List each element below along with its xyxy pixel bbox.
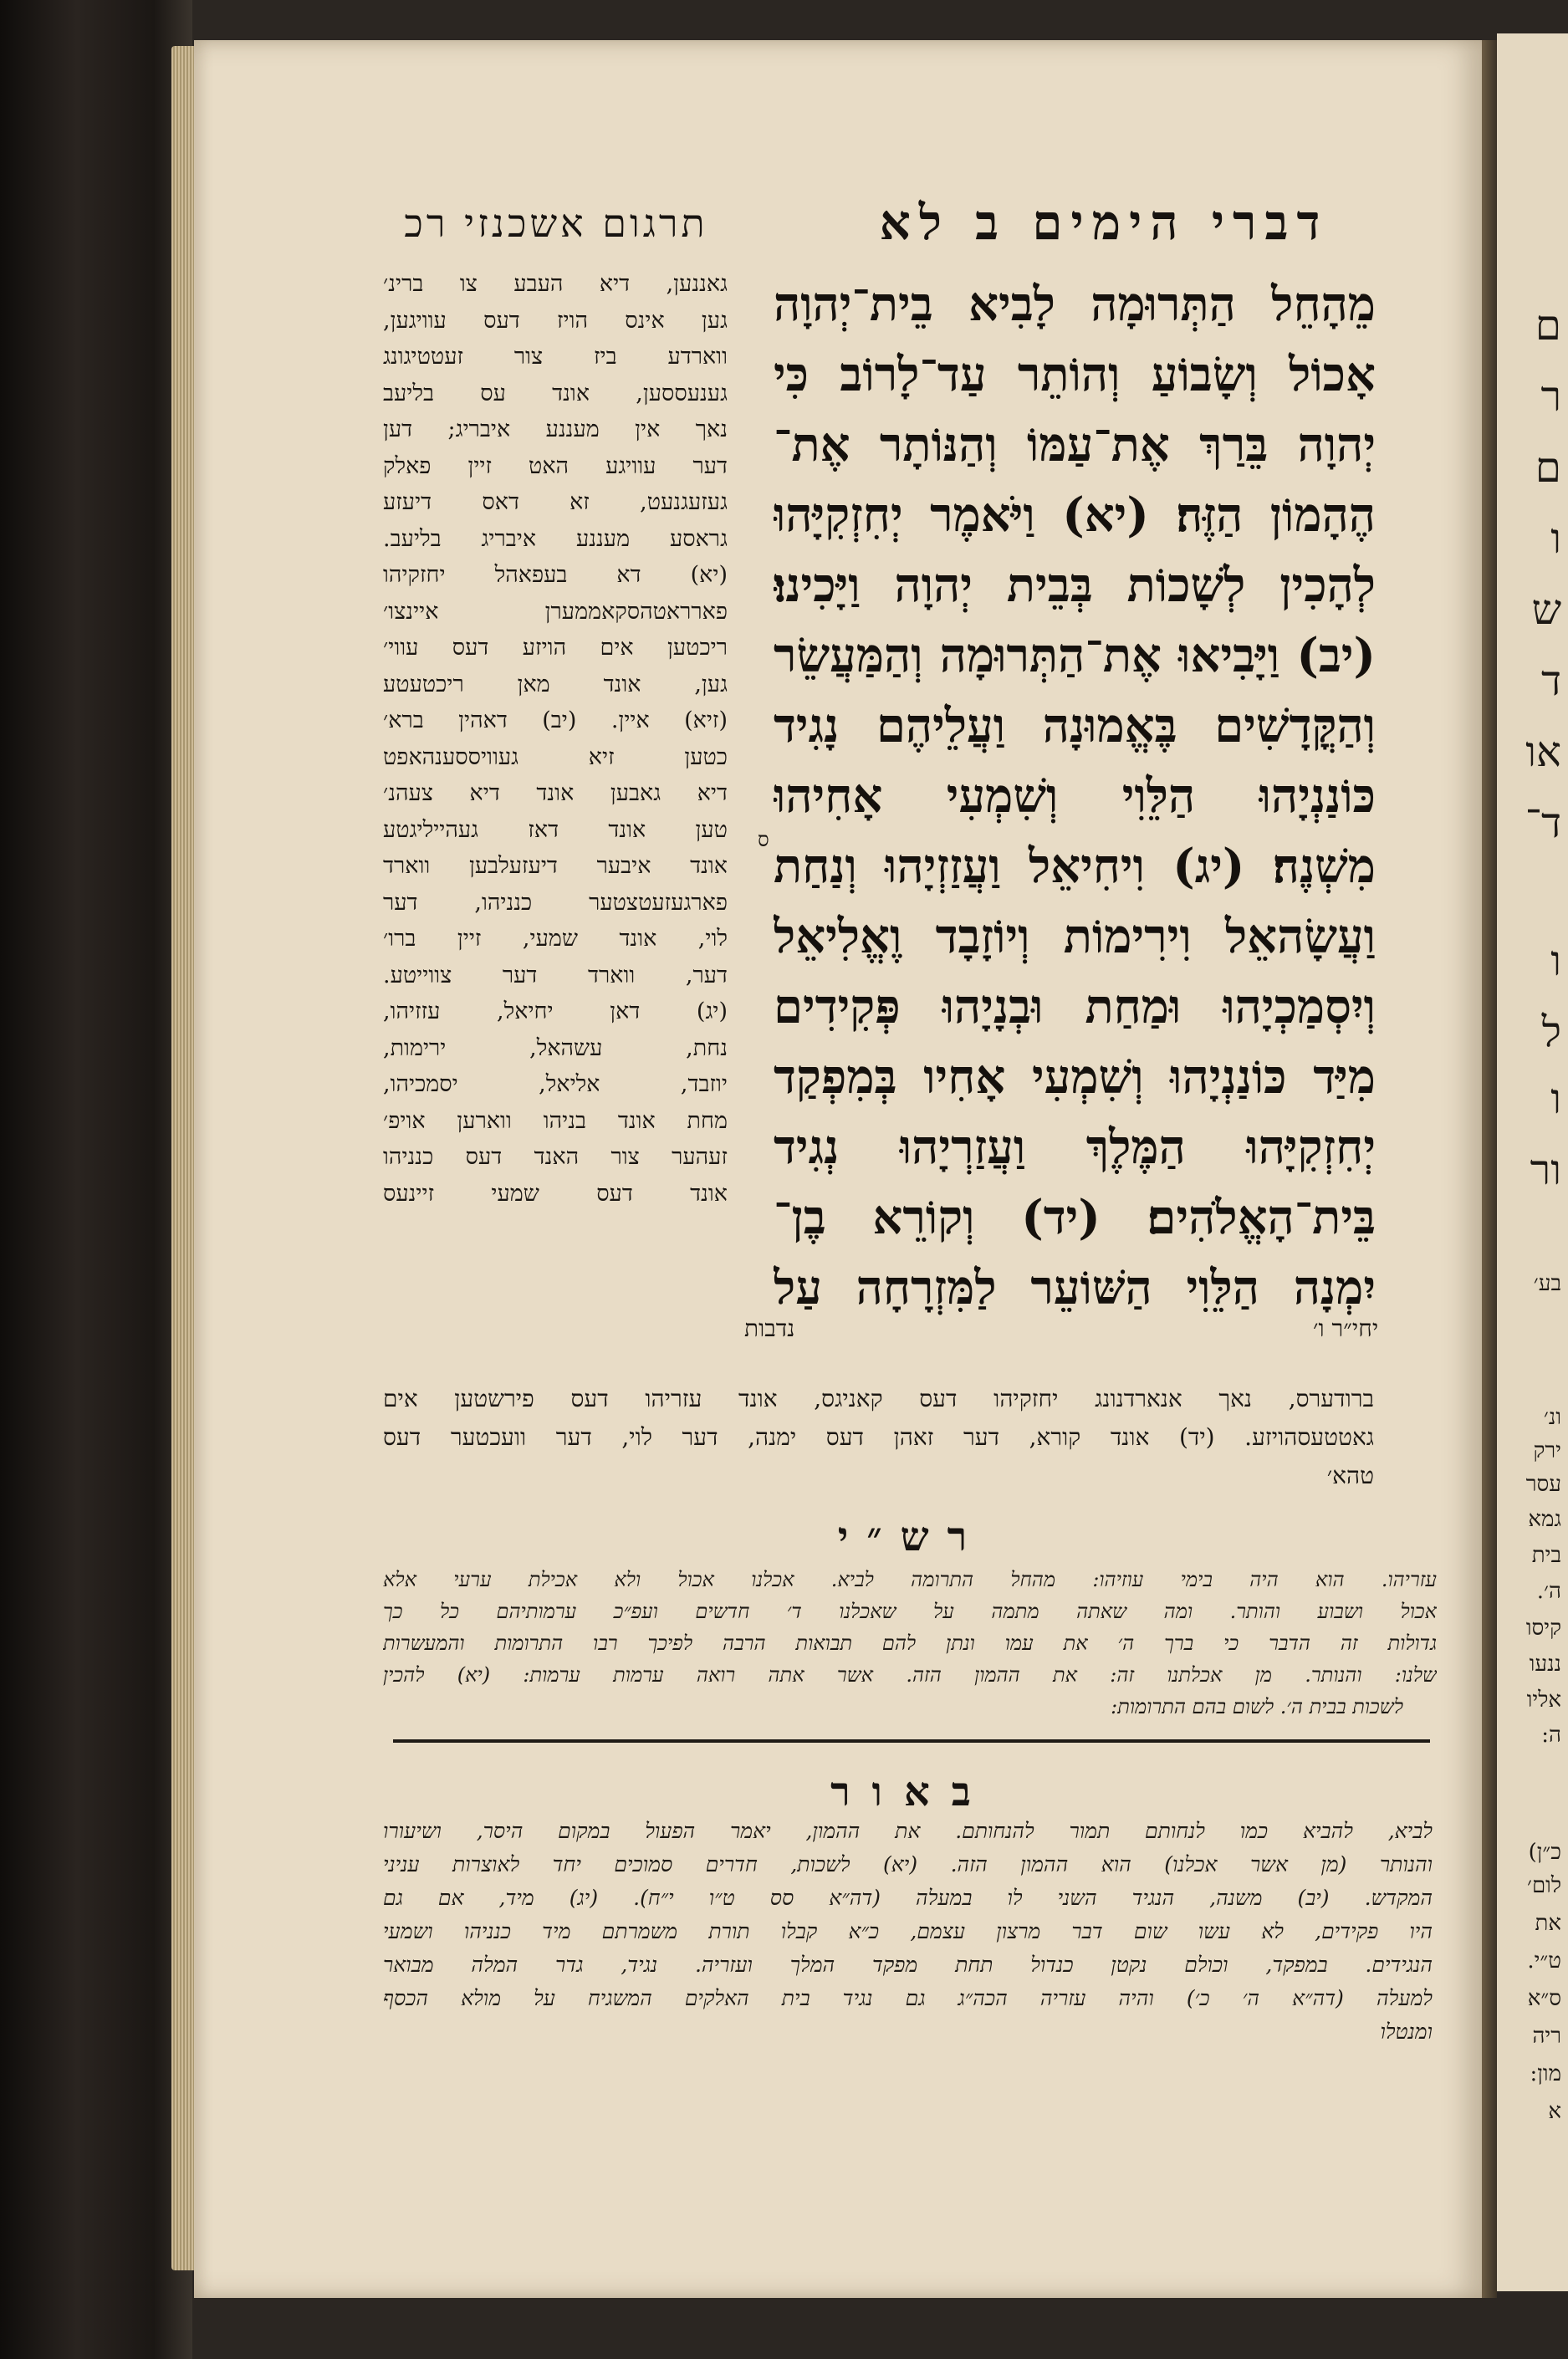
main-text-line: בֵּית־הָאֱלֹהִים׃ (יד) וְקוֹרֵא בֶן־ <box>774 1190 1376 1245</box>
next-page-fragment: ד <box>1540 656 1561 705</box>
next-page-fragment: ל <box>1541 1008 1561 1056</box>
translation-line: פארראטהסקאממערן איינצו׳ <box>383 598 728 625</box>
translation-line: נחת, עשהאל, ירימות, <box>383 1034 728 1061</box>
translation-line: (יא) דא בעפאהל יחזקיהו <box>383 562 728 588</box>
biur-line: למעלה (דה״א ה׳ כ׳) והיה עזריה הכה״ג גם נגיד בית האלקים המשגיח על מולא הכסף <box>383 1986 1433 2010</box>
translation-line: נאך אין מעננע איבריג; דען <box>383 416 728 442</box>
main-text-line: וְיִסְמַכְיָהוּ וּמַחַת וּבְנָיָהוּ פְּקִידִים <box>774 979 1376 1034</box>
next-page-fragment: ריה <box>1532 2024 1561 2049</box>
translation-line: (זיא) איין. (יב) דאהין ברא׳ <box>383 707 728 733</box>
main-text-line: כּוֹנַנְיָהוּ הַלֵּוִי וְשִׁמְעִי אָחִיהוּ <box>774 768 1376 824</box>
next-page-fragment: ו <box>1550 514 1561 563</box>
running-header-book: דברי הימים ב לא <box>879 194 1329 251</box>
biur-line: ומנטלו <box>1380 2019 1433 2044</box>
next-page-fragment: א <box>1548 2099 1561 2124</box>
main-text-line: יִמְנָה הַלֵּוִי הַשּׁוֹעֵר לַמִּזְרָחָה עַל <box>774 1260 1376 1315</box>
rashi-line: גדולות זה הדבר כי ברך ה׳ את עמו ונתן להם תבואות הרבה לפיכך רבו התרומות והמעשרות <box>383 1631 1437 1655</box>
next-page-fragment: או <box>1525 728 1561 776</box>
next-page-edge <box>1497 33 1568 2291</box>
biur-line: המקדש. (יב) משנה, הנגיד השני לו במעלה (דה״א סס ט״ו י״ח). (יג) מיד, אם גם <box>383 1886 1433 1910</box>
next-page-fragment: ננעו <box>1529 1652 1561 1677</box>
next-page-fragment: ור <box>1530 1146 1561 1194</box>
main-text-line: אָכוֹל וְשָׂבוֹעַ וְהוֹתֵר עַד־לָרוֹב כִּי <box>774 347 1376 402</box>
rashi-line: אכול ושבוע והותר. ומה שאתה מתמה על שאכלנו ד׳ חדשים ועפ״כ ערמותיהם כל כך <box>383 1600 1437 1623</box>
translation-line: גען, אונד מאן ריכטעטע <box>383 671 728 697</box>
translation-line: ווארדע ביז צור זעטטיגונג <box>383 344 728 370</box>
main-text-line: וְהַקֳּדָשִׁים בֶּאֱמוּנָה וַעֲלֵיהֶם נָגִיד <box>774 698 1376 753</box>
translation-column <box>383 266 728 1353</box>
translation-line: מחת אונד בניהו ווארען אויפ׳ <box>383 1107 728 1134</box>
next-page-fragment: לום׳ <box>1526 1873 1561 1898</box>
next-page-fragment: ה׳. <box>1536 1579 1561 1604</box>
next-page-fragment: ר <box>1540 372 1561 421</box>
translation-line: גען אינס הויז דעס עוויגען, <box>383 307 728 334</box>
signature-mark-left: נדבות <box>744 1315 795 1342</box>
main-text-line: מִשְׁנֶה׃ (יג) וִיחִיאֵל וַעֲזַזְיָהוּ וְנַחַת <box>774 839 1376 894</box>
running-header-translation: תרגום אשכנזי רכ <box>404 201 708 246</box>
translation-line: כטען זיא געוויססענהאפט <box>383 743 728 770</box>
next-page-fragment: בית <box>1531 1543 1561 1568</box>
next-page-fragment: כ״ן) <box>1528 1840 1561 1865</box>
translation-line: (יג) דאן יחיאל, עזזיהו, <box>383 998 728 1024</box>
next-page-fragment: את <box>1535 1911 1561 1936</box>
next-page-fragment: ה: <box>1541 1723 1561 1748</box>
continuation-line: גאטטעסהויזע. (יד) אונד קורא, דער זאהן דעס ימנה, דער לוי, דער וועכטער דעס <box>383 1423 1374 1451</box>
biur-line: לביא, להביא כמו לנחותם תמור להנחותם. את ההמון, יאמר הפעול במקום היסר, ושיעורו <box>383 1819 1433 1843</box>
main-text-line: יְחִזְקִיָּהוּ הַמֶּלֶךְ וַעֲזַרְיָהוּ נְגִיד <box>774 1120 1376 1175</box>
main-text-line: הֶהָמוֹן הַזֶּה׃ (יא) וַיֹּאמֶר יְחִזְקִיָּהוּ <box>774 488 1376 543</box>
translation-line: גענעססען, אונד עס בליעב <box>383 380 728 406</box>
next-page-fragment: ד־ <box>1525 799 1561 847</box>
translation-line: לוי, אונד שמעי, זיין ברו׳ <box>383 926 728 952</box>
main-hebrew-text <box>774 269 1376 1315</box>
biur-line: הנגידים. במפקד, וכולם נקטן כנדול תחת מפקד המלך ועזריה. נגיד, גדר המלה מבואר <box>383 1953 1433 1977</box>
rashi-line: לשכות בבית ה׳. לשום בהם התרומות: <box>1111 1695 1403 1718</box>
next-page-fragment: אליו <box>1526 1688 1561 1713</box>
biur-heading: באור <box>830 1769 993 1815</box>
continuation-line: ברודערס, נאך אנארדנונג יחזקיהו דעס קאניגס, אונד עזריהו דעס פירשטען אים <box>383 1385 1374 1412</box>
translation-line: געזעגנעט, זא דאס דיעזע <box>383 489 728 515</box>
translation-line: פארגעזעטצטער כנניהו, דער <box>383 889 728 916</box>
main-text-line: וַעֲשָׂהאֵל וִירִימוֹת וְיוֹזָבָד וֶאֱלִיאֵל <box>774 909 1376 964</box>
next-page-fragment: גמא <box>1528 1507 1561 1532</box>
next-page-fragment: בע׳ <box>1533 1271 1561 1296</box>
translation-line: דער עוויגע האט זיין פאלק <box>383 452 728 479</box>
next-page-fragment: ם <box>1535 301 1561 350</box>
translation-line: גאננען, דיא העבע צו ברינ׳ <box>383 271 728 297</box>
translation-line: אונד איבער דיעזעלבען ווארד <box>383 853 728 879</box>
main-text-line: מִיַּד כּוֹנַנְיָהוּ וְשִׁמְעִי אָחִיו בְּמִפְקַד <box>774 1049 1376 1105</box>
next-page-fragment: ירק <box>1533 1438 1561 1463</box>
translation-line: טען אונד דאז געהייליגטע <box>383 816 728 843</box>
main-text-line: (יב) וַיָּבִיאוּ אֶת־הַתְּרוּמָה וְהַמַּעֲשֵׂר <box>774 628 1376 683</box>
biur-commentary <box>383 1815 1433 2049</box>
translation-line: ריכטען אים הויזע דעס עווי׳ <box>383 635 728 661</box>
rashi-commentary <box>383 1564 1437 1723</box>
next-page-fragment: קיסו <box>1525 1616 1561 1641</box>
biur-line: היו פקידים, לא עשו שום דבר מרצון עצמם, כ״א קבלו תורת משמרתם מיד כנניהו ושמעי <box>383 1919 1433 1943</box>
margin-marker: ס <box>758 828 769 851</box>
translation-line: אונד דעס שמעי זיינעס <box>383 1180 728 1207</box>
main-text-line: לְהָכִין לְשָׁכוֹת בְּבֵית יְהוָה וַיָּכִינוּ׃ <box>774 558 1376 613</box>
translation-continuation <box>383 1380 1374 1495</box>
main-text-line: יְהוָה בֵּרַךְ אֶת־עַמּוֹ וְהַנּוֹתָר אֶת־ <box>774 417 1376 472</box>
rashi-line: שלנו: והנותר. מן אכלתנו זה: את ההמון הזה. אשר אתה רואה ערמות ערמות: (יא) להכין <box>383 1663 1437 1687</box>
signature-mark-right: יחי״ר ו׳ <box>1313 1315 1379 1342</box>
translation-line: גראסע מעננע איבריג בליעב. <box>383 525 728 552</box>
next-page-fragment: ם <box>1535 443 1561 492</box>
next-page-fragment: ס״א <box>1527 1986 1561 2011</box>
book-binding <box>0 0 192 2359</box>
continuation-line: טהא׳ <box>1326 1462 1374 1489</box>
translation-line: זעהער צור האנד דעס כנניהו <box>383 1144 728 1170</box>
main-text-line: מֵהָחֵל הַתְּרוּמָה לָבִיא בֵית־יְהוָה <box>774 277 1376 332</box>
rashi-heading: רש״י <box>837 1514 986 1560</box>
next-page-fragment: מון: <box>1530 2061 1561 2086</box>
translation-line: דיא גאבען אונד דיא צעהנ׳ <box>383 780 728 806</box>
translation-line: דער, ווארד דער צווייטע. <box>383 962 728 988</box>
next-page-fragment: ו <box>1550 1075 1561 1123</box>
next-page-fragment: ש <box>1531 585 1561 634</box>
section-divider <box>393 1739 1430 1743</box>
rashi-line: עזריהו. הוא היה בימי עוזיהו: מהחל התרומה לביא. אכלנו אכול ולא אכילת ערעי אלא <box>383 1568 1437 1591</box>
translation-line: יוזבד, אליאל, יסמכיהו, <box>383 1071 728 1097</box>
next-page-fragment: ו <box>1550 937 1561 985</box>
biur-line: והנותר (מן אשר אכלנו) הוא ההמון הזה. (יא) לשכות, חדרים סמוכים יחד לאוצרות עניני <box>383 1852 1433 1876</box>
gutter-shadow <box>1482 40 1497 2298</box>
next-page-fragment: ונ׳ <box>1543 1405 1561 1430</box>
next-page-fragment: עסר <box>1525 1472 1561 1497</box>
next-page-fragment: ט״י. <box>1527 1948 1561 1973</box>
